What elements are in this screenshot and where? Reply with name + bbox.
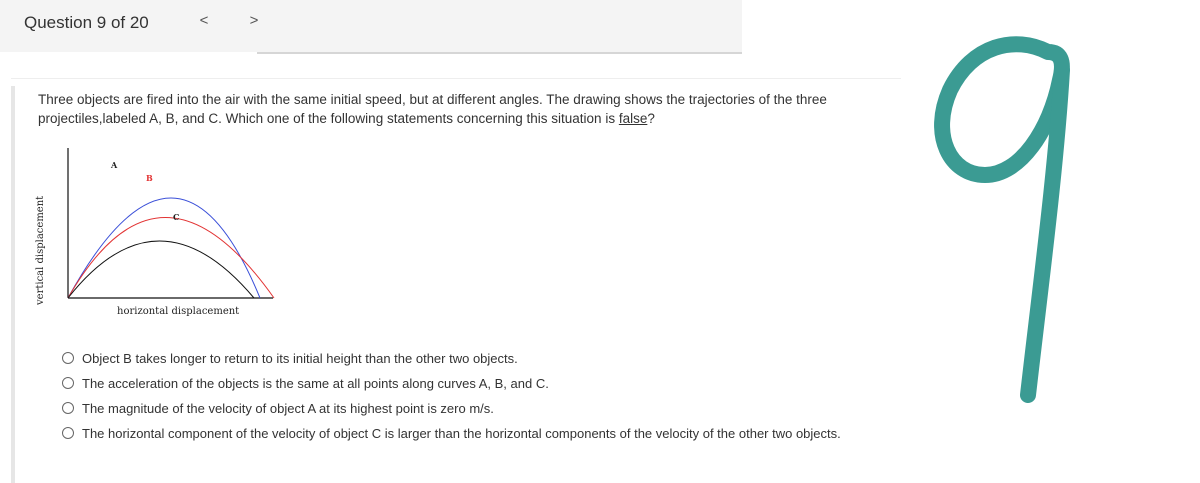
trajectory-figure: [38, 138, 298, 328]
handwritten-nine-annotation: [910, 10, 1110, 410]
answer-option[interactable]: [62, 400, 862, 417]
trajectory-c: [68, 241, 254, 298]
figure-x-axis-label: horizontal displacement: [117, 306, 240, 317]
header-divider: [257, 52, 742, 54]
question-counter: Question 9 of 20: [24, 13, 149, 32]
previous-question-button[interactable]: <: [199, 12, 209, 29]
question-body: Three objects are fired into the air with the same initial speed, but at different angles. The drawing shows the trajectories of the three projectiles,labeled A, B, and C. Which one of the following statements concerning this situation is: [38, 92, 827, 126]
answer-option-text: The horizontal component of the velocity of object C is larger than the horizontal components of the velocity of the other two objects.: [82, 426, 841, 441]
answer-options: [62, 350, 862, 450]
answer-option[interactable]: [62, 375, 862, 392]
answer-option[interactable]: [62, 350, 862, 367]
answer-option-text: The magnitude of the velocity of object A at its highest point is zero m/s.: [82, 401, 494, 416]
figure-y-axis-label: vertical displacement: [35, 195, 46, 305]
label-b: B: [146, 173, 153, 183]
card-left-border: [11, 86, 15, 483]
answer-option-text: The acceleration of the objects is the same at all points along curves A, B, and C.: [82, 376, 549, 391]
label-c: C: [173, 212, 180, 222]
answer-option[interactable]: [62, 425, 862, 442]
nine-loop-stroke: [942, 44, 1062, 175]
question-emphasis: false: [618, 111, 648, 126]
question-end: ?: [647, 111, 655, 126]
next-question-button[interactable]: >: [249, 12, 259, 29]
radio-button[interactable]: [62, 377, 74, 389]
radio-button[interactable]: [62, 352, 74, 364]
answer-option-text: Object B takes longer to return to its initial height than the other two objects.: [82, 351, 518, 366]
radio-button[interactable]: [62, 427, 74, 439]
label-a: A: [111, 160, 118, 170]
card-top-divider: [11, 78, 901, 79]
question-text: [38, 90, 898, 128]
question-header: [0, 0, 742, 52]
radio-button[interactable]: [62, 402, 74, 414]
